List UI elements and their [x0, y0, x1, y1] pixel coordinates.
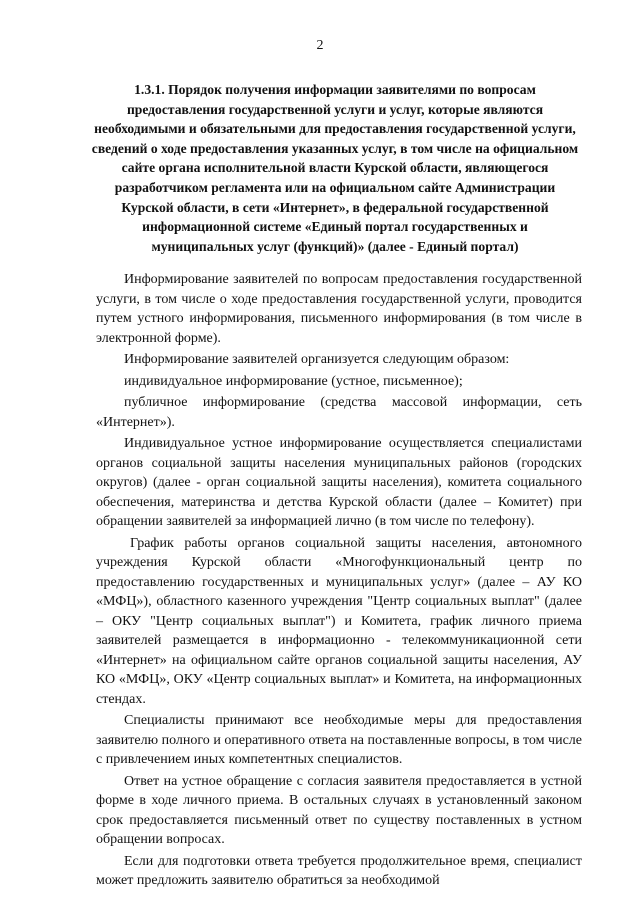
- paragraph-specialists-measures: Специалисты принимают все необходимые меры для предоставления заявителю полного и оперативного ответа на поставленные вопросы, в том числе с привлечением иных компетентных специалистов.: [96, 713, 582, 767]
- paragraph-oral-reply: Ответ на устное обращение с согласия заявителя предоставляется в устной форме в ходе личного приема. В остальных случаях в установленный законом срок предоставляется письменный ответ по существу поставленных в устном обращении вопросах.: [96, 773, 582, 847]
- paragraph-work-schedule: График работы органов социальной защиты населения, автономного учреждения Курской области «Многофункциональный центр по предоставлению государственных и муниципальных услуг» (далее – АУ КО «МФЦ»), областного казенного учреждения "Центр социальных выплат" (далее – ОКУ "Центр социальных выплат") и Комитета, график личного приема заявителей размещается в информационно - телекоммуникационной сети «Интернет» на официальном сайте органов социальной защиты населения, АУ КО «МФЦ», ОКУ «Центр социальных выплат» и Комитета, на информационных стендах.: [96, 535, 582, 707]
- section-heading: 1.3.1. Порядок получения информации заявителями по вопросам предоставления государственной услуги и услуг, которые являются необходимыми и обязательными для предоставления государственной услуги, сведений о ходе предоставления указанных услуг, в том числе на официальном сайте органа исполнительной власти Курской области, являющегося разработчиком регламента или на официальном сайте Администрации Курской области, в сети «Интернет», в федеральной государственной информационной системе «Единый портал государственных и муниципальных услуг (функций)» (далее - Единый портал): [91, 82, 579, 254]
- paragraph-organization: Информирование заявителей организуется следующим образом:: [124, 352, 510, 367]
- paragraph-individual-oral-informing: Индивидуальное устное информирование осуществляется специалистами органов социальной защиты населения муниципальных районов (городских округов) (далее - орган социальной защиты населения), комитета социального обеспечения, материнства и детства Курской области (далее – Комитет) при обращении заявителей за информацией лично (в том числе по телефону).: [96, 436, 582, 529]
- paragraph-public-informing: публичное информирование (средства массовой информации, сеть «Интернет»).: [96, 395, 582, 430]
- paragraph-individual-informing: индивидуальное информирование (устное, письменное);: [124, 373, 463, 389]
- body-text: [96, 270, 582, 893]
- page-number: 2: [316, 38, 324, 53]
- paragraph-informing-methods: Информирование заявителей по вопросам предоставления государственной услуги, в том числе о ходе предоставления государственной услуги, проводится путем устного информирования, письменного информирования (в том числе в электронной форме).: [96, 272, 582, 346]
- paragraph-long-preparation: Если для подготовки ответа требуется продолжительное время, специалист может предложить заявителю обратиться за необходимой: [96, 853, 582, 888]
